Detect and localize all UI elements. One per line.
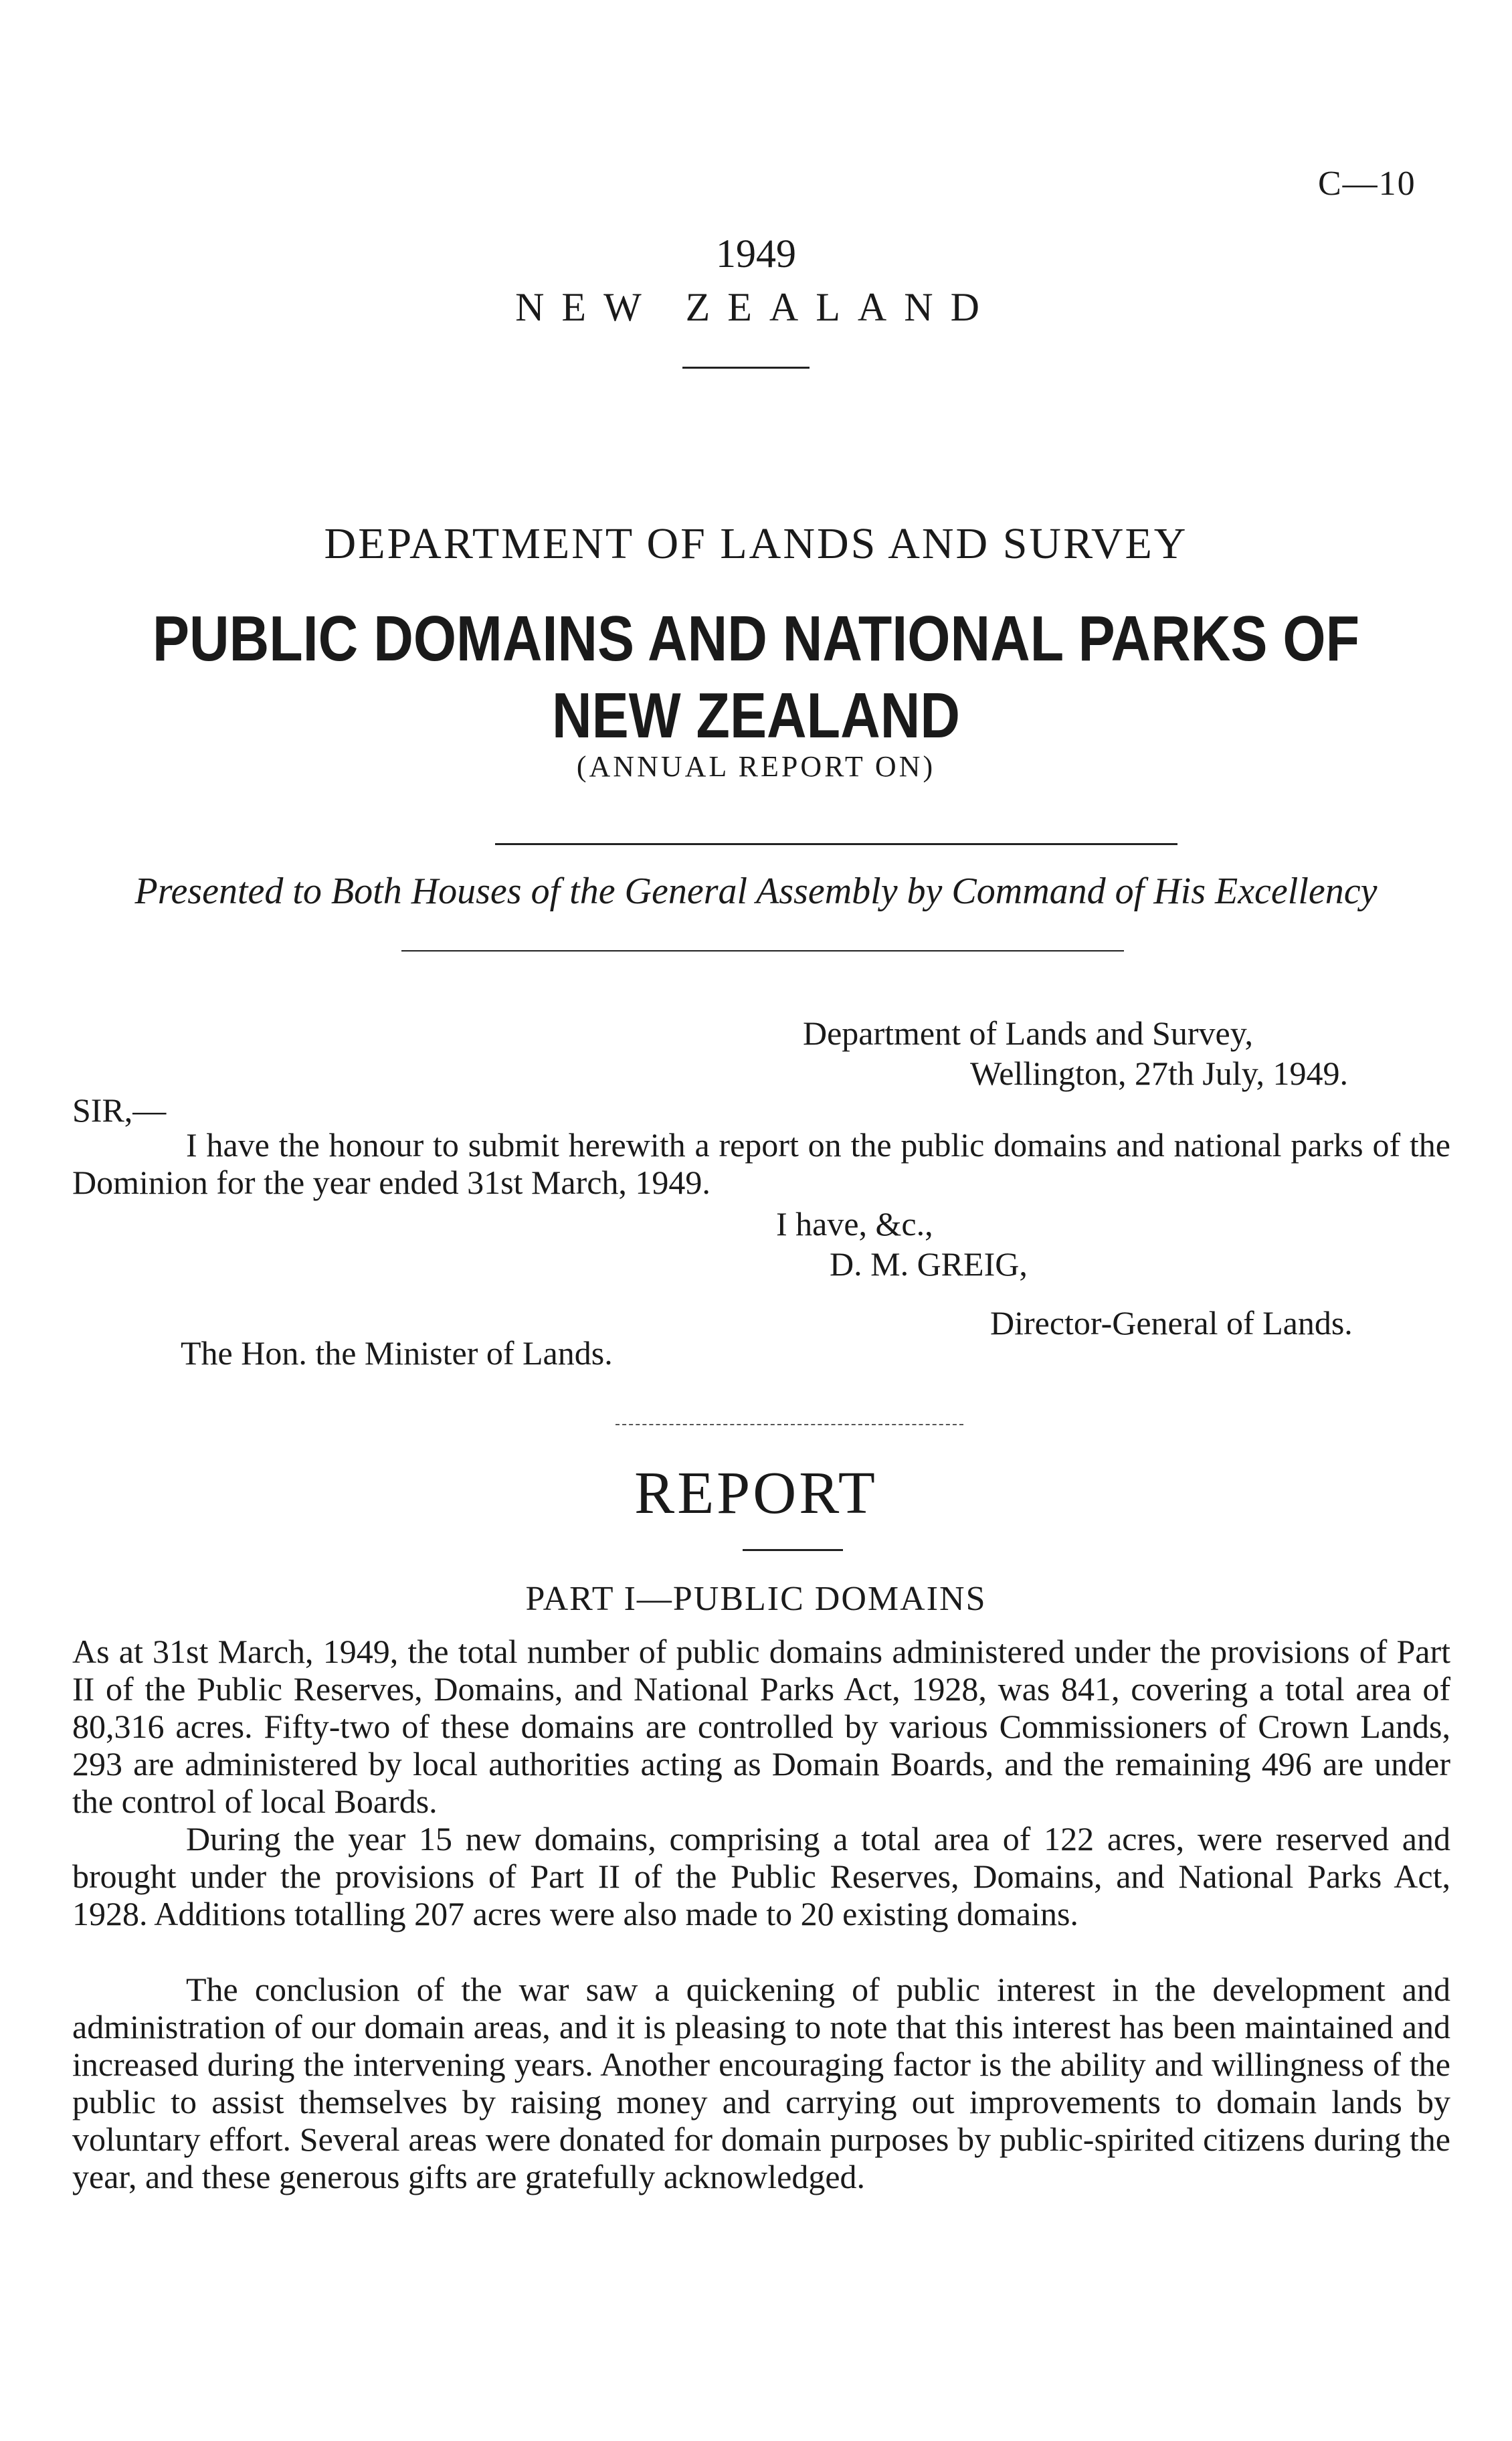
- letter-signatory-title: Director-General of Lands.: [990, 1304, 1353, 1342]
- letter-place-date: Wellington, 27th July, 1949.: [970, 1055, 1348, 1092]
- report-paragraph-2: During the year 15 new domains, comprising a total area of 122 acres, were reserved and brought under the provisions of Part II of the Public Reserves, Domains, and National Parks Act, 1928. Additions totalling 207 acres were also made to 20 existing domains.: [72, 1820, 1450, 1932]
- report-heading-divider: [743, 1549, 843, 1551]
- title-divider: [495, 843, 1177, 845]
- presented-divider: [401, 950, 1124, 952]
- letter-signatory: D. M. GREIG,: [830, 1245, 1028, 1283]
- letter-closing: I have, &c.,: [776, 1205, 933, 1243]
- report-subtitle: (ANNUAL REPORT ON): [576, 750, 936, 783]
- part-heading: PART I—PUBLIC DOMAINS: [525, 1580, 987, 1618]
- report-title-line-2: NEW ZEALAND: [552, 680, 960, 751]
- department-heading: DEPARTMENT OF LANDS AND SURVEY: [324, 519, 1188, 568]
- document-reference: C—10: [1318, 165, 1416, 203]
- report-paragraph-3: The conclusion of the war saw a quickening of public interest in the development and administration of our domain areas, and it is pleasing to note that this interest has been maintained and increased during the intervening years. Another encouraging factor is the ability and willingness of the public to assist themselves by raising money and carrying out improvements to domain lands by voluntary effort. Several areas were donated for domain purposes by public-spirited citizens during the year, and these generous gifts are gratefully acknowledged.: [72, 1971, 1450, 2195]
- report-title-line-1: PUBLIC DOMAINS AND NATIONAL PARKS OF: [152, 603, 1360, 674]
- letter-body: I have the honour to submit herewith a report on the public domains and national parks of the Dominion for the year ended 31st March, 1949.: [72, 1126, 1450, 1201]
- header-divider: [682, 367, 810, 369]
- report-heading: REPORT: [634, 1460, 878, 1526]
- section-divider: [616, 1424, 963, 1425]
- presented-statement: Presented to Both Houses of the General Assembly by Command of His Excellency: [134, 871, 1378, 912]
- letter-department-line: Department of Lands and Survey,: [803, 1014, 1253, 1052]
- publication-year: 1949: [716, 232, 796, 276]
- country-heading: NEW ZEALAND: [515, 285, 997, 329]
- letter-addressee: The Hon. the Minister of Lands.: [181, 1334, 613, 1372]
- report-paragraph-1: As at 31st March, 1949, the total number of public domains administered under the provisions of Part II of the Public Reserves, Domains, and National Parks Act, 1928, was 841, covering a total area of 80,316 acres. Fifty-two of these domains are controlled by various Commissioners of Crown Lands, 293 are administered by local authorities acting as Domain Boards, and the remaining 496 are under the control of local Boards.: [72, 1633, 1450, 1820]
- letter-salutation: SIR,—: [72, 1091, 167, 1129]
